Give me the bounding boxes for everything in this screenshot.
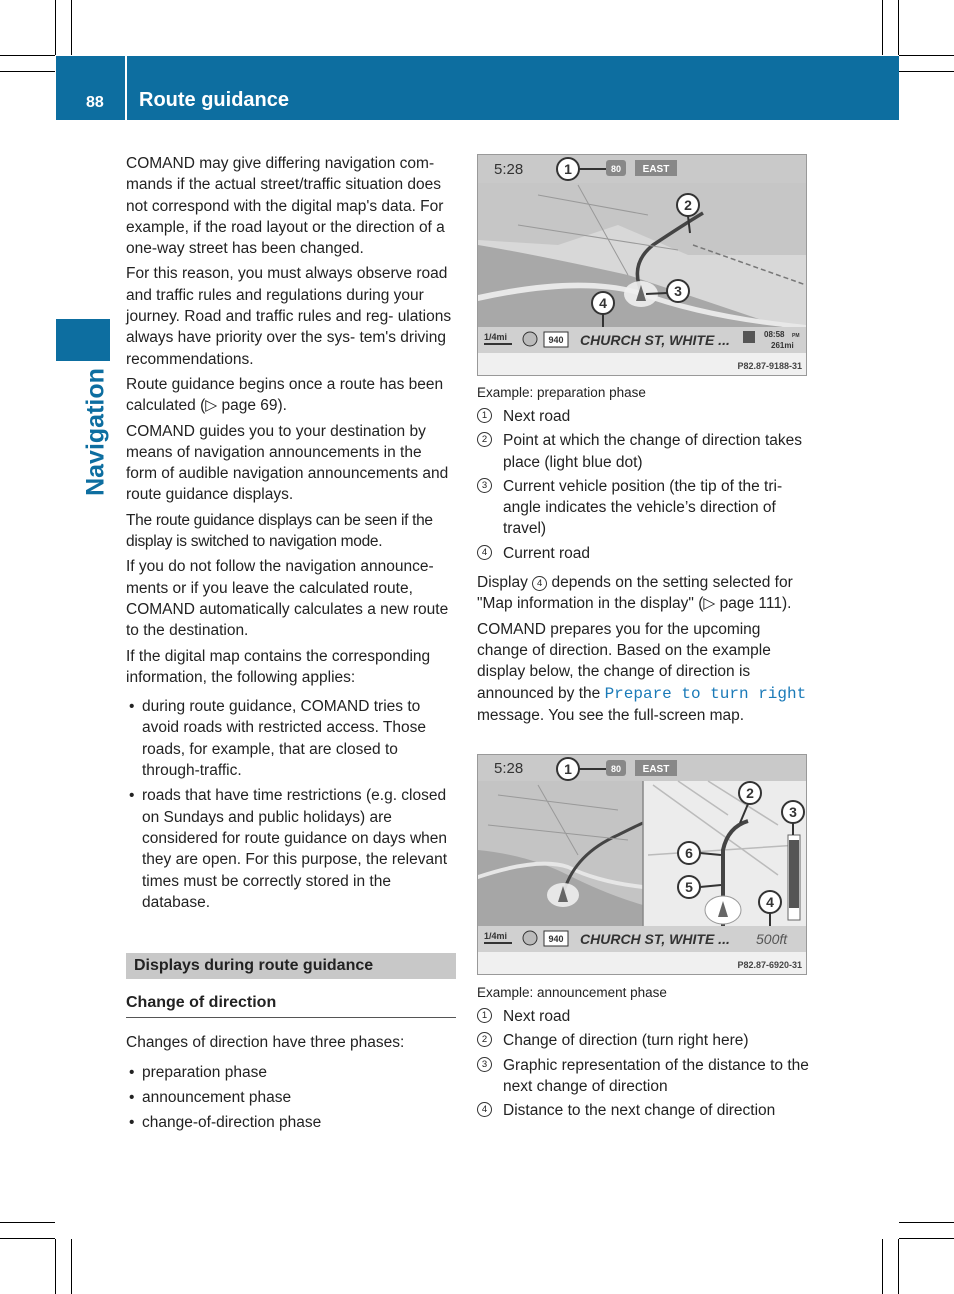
crop-mark xyxy=(898,0,899,55)
map-announcement-phase xyxy=(477,754,807,975)
crop-mark xyxy=(71,1239,72,1294)
callout-1: 1 xyxy=(564,161,572,177)
section-heading: Displays during route guidance xyxy=(126,953,456,979)
list-item xyxy=(126,1112,456,1133)
paragraph: COMAND may give differing navigation com- mands if the actual street/traffic situation does not correspond with the digital map's data. For example, if the road layout or the direction of a one-way street has been changed. xyxy=(126,155,445,258)
list-item xyxy=(126,1087,456,1108)
paragraph: COMAND guides you to your destination by means of navigation announcements in the form of audible navigation announcements and route guidance displays. xyxy=(126,422,449,504)
item-number: 1 xyxy=(477,408,492,423)
section-title: Route guidance xyxy=(139,89,290,111)
text: message. You see the full-screen map. xyxy=(477,706,745,724)
subheading: Change of direction xyxy=(126,992,456,1018)
list-item xyxy=(477,543,811,564)
side-label: Navigation xyxy=(81,368,110,496)
map-graphic xyxy=(478,755,806,974)
street-name: CHURCH ST, WHITE ... xyxy=(580,931,730,947)
side-tab xyxy=(56,319,110,361)
item-text: Current road xyxy=(503,544,591,562)
bullet-text: during route guidance, COMAND tries to avoid roads with restricted access. Those roads, for example, that are closed to through-traffic. xyxy=(142,698,427,780)
callout-2: 2 xyxy=(746,785,754,801)
crop-mark xyxy=(0,1238,55,1239)
item-number: 2 xyxy=(477,432,492,447)
paragraph xyxy=(477,572,811,615)
paragraph: If you do not follow the navigation announce- ments or if you leave the calculated route, COMAND automatically calculates a new route to the destination. xyxy=(126,558,449,640)
direction-label: EAST xyxy=(642,164,670,175)
bullet: • xyxy=(129,1114,135,1132)
paragraph: If the digital map contains the corresponding information, the following applies: xyxy=(126,647,431,686)
bullet-text: roads that have time restrictions (e.g. closed on Sundays and public holidays) are considered for route guidance on days when they are open. For this purpose, the relevant times must be correctly stored in the database. xyxy=(142,787,448,911)
figure-code: P82.87-6920-31 xyxy=(737,960,802,970)
crop-mark xyxy=(0,1222,55,1223)
crop-mark xyxy=(899,1222,954,1223)
crop-mark xyxy=(0,71,55,72)
list-item xyxy=(477,476,811,540)
highway-shield: 80 xyxy=(610,764,622,774)
bullet: • xyxy=(129,787,135,805)
callout-2: 2 xyxy=(684,197,692,213)
text: depends on the setting selected for "Map information in the display" (▷ page 111). xyxy=(477,574,793,613)
callout-3: 3 xyxy=(674,283,682,299)
text: COMAND prepares you for the upcoming change of direction. Based on the example display below, the change of direction is announced by the xyxy=(477,620,771,702)
list-item xyxy=(126,785,456,913)
item-text: Distance to the next change of direction xyxy=(503,1102,776,1120)
eta-distance: 261mi xyxy=(771,341,794,350)
street-name: CHURCH ST, WHITE ... xyxy=(580,332,730,348)
distance-to-turn: 500ft xyxy=(756,931,788,947)
crop-mark xyxy=(55,0,56,55)
item-number: 1 xyxy=(477,1008,492,1023)
figure-caption: Example: preparation phase xyxy=(477,385,646,400)
paragraph: The route guidance displays can be seen if the display is switched to navigation mode. xyxy=(126,511,433,551)
callout-1: 1 xyxy=(564,761,572,777)
paragraph xyxy=(477,619,811,726)
map-preparation-phase xyxy=(477,154,807,376)
eta-ampm: PM xyxy=(792,333,800,339)
map-time: 5:28 xyxy=(494,760,524,777)
map-scale: 1/4mi xyxy=(484,332,508,342)
crop-mark xyxy=(71,0,72,55)
paragraph: Route guidance begins once a route has been calculated (▷ page 69). xyxy=(126,375,444,415)
list-item xyxy=(477,1100,811,1121)
text: Display xyxy=(477,574,528,592)
direction-label: EAST xyxy=(642,764,670,775)
left-column xyxy=(126,153,456,1138)
item-text: Next road xyxy=(503,1008,571,1025)
item-number: 2 xyxy=(477,1032,492,1047)
callout-6: 6 xyxy=(685,845,693,861)
bullet: • xyxy=(129,1063,135,1081)
road-number: 940 xyxy=(548,335,564,345)
callout-5: 5 xyxy=(685,879,693,895)
paragraph: For this reason, you must always observe road and traffic rules and regulations during your journey. Road and traffic rules and reg- ulations always have priority over the sys- tem's driving recommendations. xyxy=(126,265,452,368)
list-item xyxy=(477,1055,811,1098)
item-text: Point at which the change of direction takes place (light blue dot) xyxy=(503,432,802,471)
road-number: 940 xyxy=(548,934,564,944)
item-number: 4 xyxy=(477,1102,492,1117)
callout-4: 4 xyxy=(766,894,774,910)
inline-callout: 4 xyxy=(532,576,547,591)
item-number: 3 xyxy=(477,478,492,493)
highway-shield: 80 xyxy=(610,164,622,174)
item-text: Current vehicle position (the tip of the tri- angle indicates the vehicle’s direction of travel) xyxy=(503,477,783,538)
crop-mark xyxy=(882,0,883,55)
page-number: 88 xyxy=(86,94,104,111)
item-text: Next road xyxy=(503,408,571,425)
item-text: Change of direction (turn right here) xyxy=(503,1032,749,1050)
crop-mark xyxy=(882,1239,883,1294)
item-number: 4 xyxy=(477,545,492,560)
list-item xyxy=(477,406,811,427)
crop-mark xyxy=(899,55,954,56)
list-item xyxy=(126,696,456,781)
callout-3: 3 xyxy=(789,804,797,820)
paragraph: Changes of direction have three phases: xyxy=(126,1034,405,1052)
bullet-text: announcement phase xyxy=(142,1088,292,1106)
crop-mark xyxy=(898,1239,899,1294)
crop-mark xyxy=(55,1239,56,1294)
map-graphic xyxy=(478,155,806,375)
page-header xyxy=(56,56,899,120)
eta-time: 08:58 xyxy=(764,330,785,339)
list-item xyxy=(477,1006,811,1027)
bullet-text: change-of-direction phase xyxy=(142,1114,322,1132)
header-divider xyxy=(125,56,127,120)
crop-mark xyxy=(0,55,55,56)
bullet-text: preparation phase xyxy=(142,1063,267,1081)
item-number: 3 xyxy=(477,1057,492,1072)
list-item xyxy=(126,1062,456,1083)
crop-mark xyxy=(899,1238,954,1239)
right-column-lower xyxy=(477,976,811,1124)
list-item xyxy=(477,1030,811,1051)
list-item xyxy=(477,430,811,473)
item-text: Graphic representation of the distance to the next change of direction xyxy=(503,1056,809,1095)
bullet: • xyxy=(129,698,135,716)
callout-4: 4 xyxy=(599,295,607,311)
bullet: • xyxy=(129,1088,135,1106)
display-message: Prepare to turn right xyxy=(604,684,807,703)
figure-code: P82.87-9188-31 xyxy=(737,361,802,371)
right-column xyxy=(477,376,811,730)
crop-mark xyxy=(899,71,954,72)
map-time: 5:28 xyxy=(494,161,524,178)
map-scale: 1/4mi xyxy=(484,931,508,941)
figure-caption: Example: announcement phase xyxy=(477,985,667,1000)
